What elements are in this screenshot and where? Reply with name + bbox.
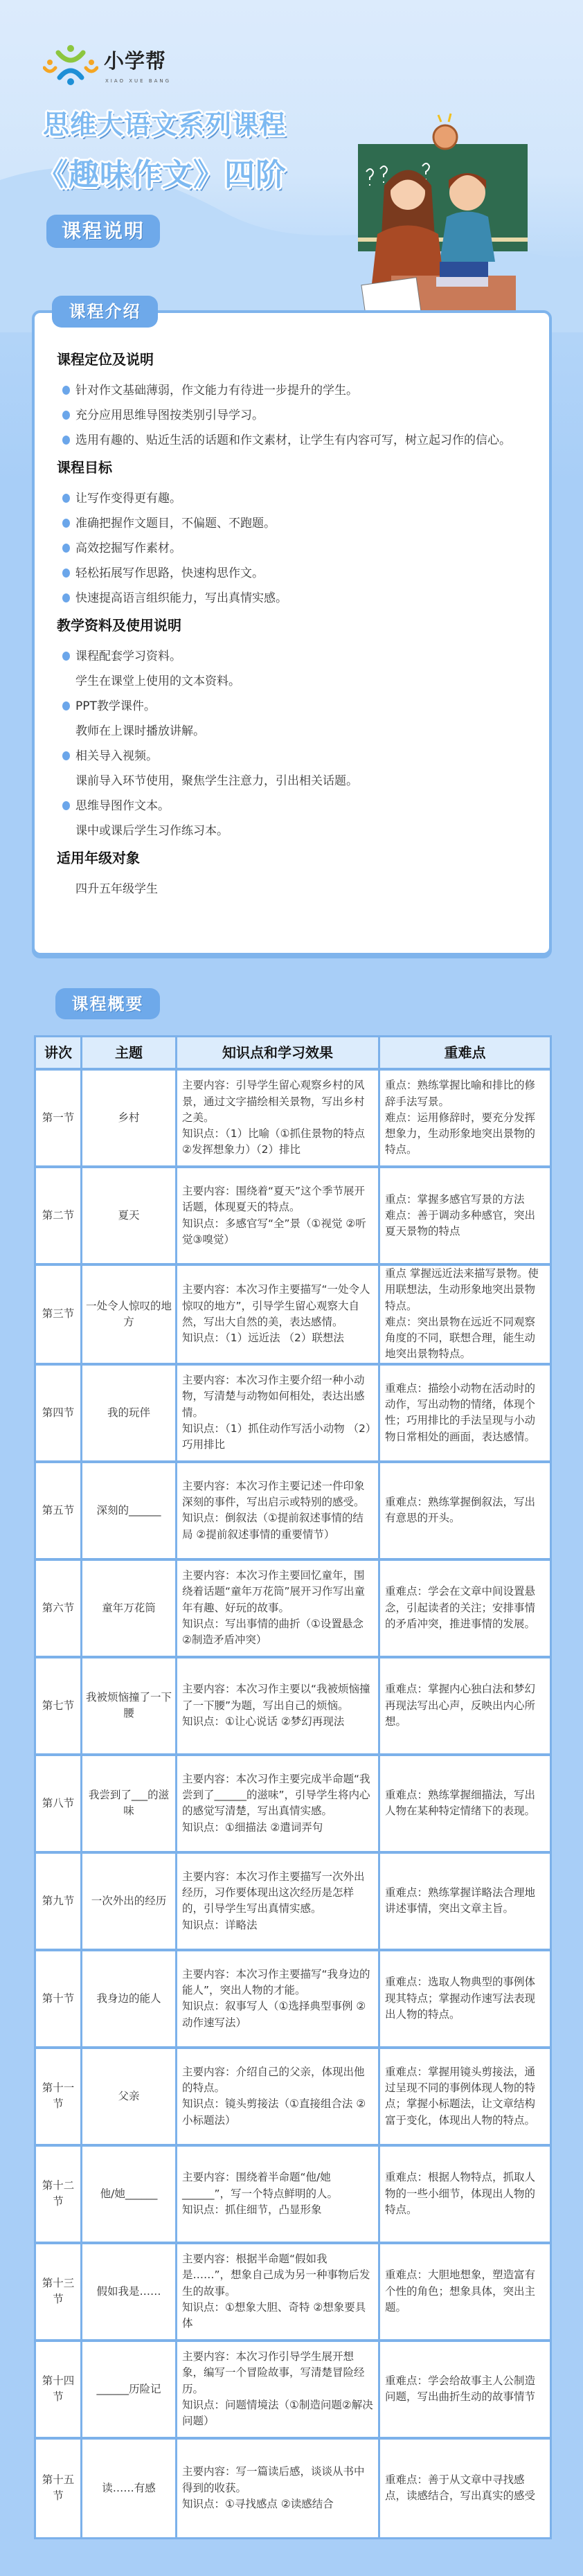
knowledge-cell-line: 知识点：①细描法 ②遣词弄句 <box>182 1821 323 1834</box>
topic-cell <box>82 1561 177 1658</box>
table-row <box>36 1266 550 1366</box>
session-cell-line: 第十节 <box>42 1992 75 2005</box>
topic-cell <box>82 1168 177 1266</box>
knowledge-cell-line: 知识点：①寻找感点 ②读感结合 <box>182 2497 334 2510</box>
brand-pinyin: XIAO XUE BANG <box>105 78 172 84</box>
key-points-cell-line: 重点：熟练掌握比喻和排比的修辞手法写景。 <box>385 1079 536 1108</box>
knowledge-cell-line: 知识点：倒叙法（①提前叙述事情的结局 ②提前叙述事情的重要情节） <box>182 1512 364 1541</box>
session-cell <box>36 2049 82 2147</box>
key-points-cell-line: 难点：突出景物在远近不同观察角度的不同，联想合理，能生动地突出景物特点。 <box>385 1315 536 1361</box>
key-points-cell-line: 重难点：熟练掌握细描法，写出人物在某种特定情绪下的表现。 <box>385 1788 536 1818</box>
knowledge-cell <box>177 1756 380 1854</box>
knowledge-cell-line: 主要内容：引导学生留心观察乡村的风景，通过文字描绘相关景物，写出乡村之美。 <box>182 1079 365 1124</box>
session-cell <box>36 1951 82 2049</box>
key-points-cell <box>380 1561 550 1658</box>
table-row <box>36 1071 550 1168</box>
list-item-text: PPT教学课件。 <box>75 699 156 713</box>
list-item-text: 选用有趣的、贴近生活的话题和作文素材，让学生有内容可写，树立起习作的信心。 <box>75 433 511 447</box>
knowledge-cell <box>177 1071 380 1168</box>
key-points-cell <box>380 2049 550 2147</box>
bullet-dot-icon <box>62 519 70 528</box>
list-item-text: 让写作变得更有趣。 <box>75 492 181 506</box>
key-points-cell-line: 重点：掌握多感官写景的方法 <box>385 1192 525 1206</box>
table-row <box>36 2049 550 2147</box>
topic-cell-line: 我被烦恼撞了一下腰 <box>85 1690 172 1720</box>
session-cell-line: 第二节 <box>42 1208 75 1222</box>
topic-cell-line: 夏天 <box>118 1208 140 1222</box>
brand-logo <box>43 44 98 86</box>
key-points-cell <box>380 1951 550 2049</box>
session-cell <box>36 1266 82 1366</box>
topic-cell-line: 假如我是…… <box>96 2284 161 2298</box>
bullet-dot-icon <box>62 544 70 553</box>
knowledge-cell <box>177 2244 380 2342</box>
knowledge-cell-line: 知识点：（1）远近法 （2）联想法 <box>182 1332 344 1345</box>
table-row <box>36 1951 550 2049</box>
key-points-cell <box>380 2244 550 2342</box>
course-overview-label: 课程概要 <box>55 988 160 1019</box>
key-points-cell <box>380 1266 550 1366</box>
list-item-text: 充分应用思维导图按类别引导学习。 <box>75 409 264 422</box>
list-item <box>57 536 528 561</box>
list-item <box>57 486 528 511</box>
key-points-cell-line: 重难点：描绘小动物在活动时的动作，写出动物的情绪，体现个性；巧用排比的手法呈现与小动物日常相处的画面，表达感情。 <box>385 1381 536 1443</box>
key-points-cell-line: 重难点：善于从文章中寻找感点，读感结合，写出真实的感受 <box>385 2473 536 2503</box>
knowledge-cell <box>177 1854 380 1951</box>
table-row <box>36 2440 550 2537</box>
course-intro-label: 课程介绍 <box>52 296 158 328</box>
session-cell <box>36 1756 82 1854</box>
bullet-dot-icon <box>62 569 70 578</box>
table-row <box>36 1366 550 1463</box>
topic-cell <box>82 1951 177 2049</box>
key-points-cell <box>380 1463 550 1561</box>
knowledge-cell-line: 主要内容：写一篇读后感，谈谈从书中得到的收获。 <box>182 2465 365 2494</box>
session-cell <box>36 1071 82 1168</box>
list-item-text: 准确把握作文题目，不偏题、不跑题。 <box>75 517 276 530</box>
session-cell-line: 第三节 <box>42 1307 75 1321</box>
header-topic: 主题 <box>82 1037 177 1071</box>
session-cell-line: 第七节 <box>42 1699 75 1712</box>
knowledge-cell-line: 主要内容：本次习作主要回忆童年，围绕着话题“童年万花筒”展开习作写出童年有趣、好玩的故事。 <box>182 1569 366 1614</box>
list-item <box>57 794 528 819</box>
knowledge-cell-line: 知识点：问题情境法（①制造问题②解决问题） <box>182 2398 373 2428</box>
knowledge-cell-line: 知识点：（1）抓住动作写活小动物 （2）巧用排比 <box>182 1422 371 1451</box>
knowledge-cell-line: 主要内容：本次习作主要完成半命题“我尝到了______的滋味”，引导学生将内心的感觉写清楚，写出真情实感。 <box>182 1772 370 1818</box>
list-item-text: 快速提高语言组织能力，写出真情实感。 <box>75 591 287 605</box>
bullet-dot-icon <box>62 411 70 420</box>
session-cell <box>36 1658 82 1756</box>
classroom-illustration <box>350 102 537 324</box>
key-points-cell <box>380 1366 550 1463</box>
topic-cell <box>82 1071 177 1168</box>
topic-cell-line: 乡村 <box>118 1111 140 1124</box>
session-cell <box>36 2342 82 2440</box>
table-row <box>36 2147 550 2244</box>
topic-cell <box>82 2049 177 2147</box>
key-points-cell-line: 重难点：选取人物典型的事例体现其特点；掌握动作速写法表现出人物的特点。 <box>385 1976 536 2021</box>
knowledge-cell-line: 知识点：多感官写“全”景（①视觉 ②听觉③嗅觉） <box>182 1217 366 1246</box>
list-item-text: 课程配套学习资料。 <box>75 650 181 663</box>
knowledge-cell <box>177 2342 380 2440</box>
topic-cell-line: 我尝到了___的滋味 <box>88 1788 170 1818</box>
section-heading: 课程定位及说明 <box>57 351 154 368</box>
session-cell <box>36 1463 82 1561</box>
bullet-dot-icon <box>62 593 70 602</box>
table-row <box>36 1756 550 1854</box>
key-points-cell-line: 难点：善于调动多种感官，突出夏天景物的特点 <box>385 1208 536 1238</box>
session-cell-line: 第六节 <box>42 1601 75 1614</box>
session-cell-line: 第十二节 <box>42 2179 75 2208</box>
key-points-cell-line: 重难点：熟练掌握倒叙法，写出有意思的开头。 <box>385 1495 536 1525</box>
knowledge-cell <box>177 1168 380 1266</box>
table-row <box>36 1854 550 1951</box>
list-item <box>57 428 528 453</box>
knowledge-cell-line: 知识点：镜头剪接法（①直接组合法 ②小标题法） <box>182 2098 366 2127</box>
topic-cell-line: 一次外出的经历 <box>91 1894 167 1907</box>
session-cell <box>36 2147 82 2244</box>
key-points-cell-line: 重难点：学会给故事主人公制造问题，写出曲折生动的故事情节 <box>385 2374 536 2404</box>
topic-cell <box>82 1266 177 1366</box>
topic-cell-line: 童年万花筒 <box>102 1601 156 1614</box>
table-row <box>36 2342 550 2440</box>
knowledge-cell-line: 知识点：写出事情的曲折（①设置悬念 ②制造矛盾冲突） <box>182 1617 364 1647</box>
key-points-cell-line: 难点：运用修辞时，要充分发挥想象力，生动形象地突出景物的特点。 <box>385 1111 536 1156</box>
bullet-dot-icon <box>62 386 70 395</box>
topic-cell <box>82 2147 177 2244</box>
knowledge-cell-line: 主要内容：围绕着“夏天”这个季节展开话题，体现夏天的特点。 <box>182 1184 366 1214</box>
list-item <box>57 511 528 536</box>
topic-cell <box>82 1366 177 1463</box>
list-item-description: 课前导入环节使用，聚焦学生注意力，引出相关话题。 <box>75 774 358 788</box>
list-item <box>57 378 528 403</box>
list-item <box>57 694 528 719</box>
topic-cell <box>82 1854 177 1951</box>
topic-cell-line: 父亲 <box>118 2089 140 2102</box>
bullet-dot-icon <box>62 751 70 760</box>
knowledge-cell-line: 主要内容：围绕着半命题“他/她______”，写一个特点鲜明的人。 <box>182 2171 339 2200</box>
knowledge-cell-line: 知识点：抓住细节，凸显形象 <box>182 2203 322 2216</box>
table-row <box>36 1658 550 1756</box>
key-points-cell <box>380 2342 550 2440</box>
key-points-cell <box>380 1168 550 1266</box>
list-item-text: 高效挖掘写作素材。 <box>75 542 181 555</box>
key-points-cell-line: 重难点：掌握用镜头剪接法，通过呈现不同的事例体现人物的特点；掌握小标题法，让文章结构富于变化，体现出人物的特点。 <box>385 2065 536 2127</box>
knowledge-cell <box>177 2147 380 2244</box>
topic-cell-line: 深刻的______ <box>96 1503 161 1517</box>
knowledge-cell-line: 主要内容：本次习作主要描写一次外出经历，习作要体现出这次经历是怎样的，引导学生写出真情实感。 <box>182 1870 365 1915</box>
key-points-cell-line: 重难点：掌握内心独白法和梦幻再现法写出心声，反映出内心所想。 <box>385 1683 536 1728</box>
key-points-cell-line: 重难点：熟练掌握详略法合理地讲述事情，突出文章主旨。 <box>385 1886 536 1915</box>
key-points-cell-line: 重难点：学会在文章中间设置悬念，引起读者的关注；安排事情的矛盾冲突，推进事情的发展。 <box>385 1585 536 1630</box>
knowledge-cell <box>177 1366 380 1463</box>
knowledge-cell-line: 主要内容：本次习作主要以“我被烦恼撞了一下腰”为题，写出自己的烦恼。 <box>182 1683 370 1712</box>
knowledge-cell <box>177 2049 380 2147</box>
knowledge-cell <box>177 1658 380 1756</box>
table-row <box>36 2244 550 2342</box>
bullet-dot-icon <box>62 801 70 810</box>
topic-cell <box>82 2342 177 2440</box>
key-points-cell-line: 重难点：大胆地想象，塑造富有个性的角色；想象具体，突出主题。 <box>385 2269 536 2314</box>
session-cell <box>36 2440 82 2537</box>
list-item <box>57 403 528 428</box>
list-item-description: 教师在上课时播放讲解。 <box>75 724 205 738</box>
series-title: 思维大语文系列课程 <box>43 109 287 140</box>
session-cell-line: 第五节 <box>42 1503 75 1517</box>
list-item-description: 课中或课后学生习作练习本。 <box>75 824 228 838</box>
key-points-cell <box>380 1756 550 1854</box>
topic-cell <box>82 1756 177 1854</box>
table-header-row <box>36 1037 550 1071</box>
topic-cell-line: 读……有感 <box>102 2481 156 2494</box>
knowledge-cell-line: 主要内容：介绍自己的父亲，体现出他的特点。 <box>182 2065 365 2094</box>
topic-cell <box>82 1463 177 1561</box>
list-item <box>57 644 528 669</box>
knowledge-cell-line: 知识点：叙事写人（①选择典型事例 ②动作速写法） <box>182 2000 366 2029</box>
topic-cell-line: 一处令人惊叹的地方 <box>85 1299 172 1328</box>
session-cell-line: 第九节 <box>42 1894 75 1907</box>
session-cell <box>36 2244 82 2342</box>
knowledge-cell-line: 主要内容：本次习作主要描写“一处令人惊叹的地方”，引导学生留心观察大自然，写出大自然的美，表达感情。 <box>182 1283 370 1328</box>
key-points-cell <box>380 1854 550 1951</box>
knowledge-cell-line: 主要内容：根据半命题“假如我是……”，想象自己成为另一种事物后发生的故事。 <box>182 2253 370 2298</box>
topic-cell <box>82 2440 177 2537</box>
table-row <box>36 1168 550 1266</box>
table-row <box>36 1463 550 1561</box>
knowledge-cell <box>177 1266 380 1366</box>
list-item <box>57 561 528 586</box>
session-cell <box>36 1561 82 1658</box>
header-knowledge: 知识点和学习效果 <box>177 1037 380 1071</box>
session-cell-line: 第十一节 <box>42 2081 75 2111</box>
list-item-text: 轻松拓展写作思路，快速构思作文。 <box>75 566 264 580</box>
knowledge-cell <box>177 2440 380 2537</box>
bullet-dot-icon <box>62 436 70 445</box>
key-points-cell <box>380 1071 550 1168</box>
topic-cell-line: 我身边的能人 <box>96 1992 161 2005</box>
header-session: 讲次 <box>36 1037 82 1071</box>
list-item-text: 思维导图作文本。 <box>75 799 170 813</box>
knowledge-cell-line: 知识点：详略法 <box>182 1918 258 1931</box>
key-points-cell-line: 重点 掌握远近法来描写景物。使用联想法，生动形象地突出景物特点。 <box>385 1267 539 1312</box>
section-heading: 适用年级对象 <box>57 850 140 866</box>
session-cell-line: 第十三节 <box>42 2276 75 2306</box>
key-points-cell-line: 重难点：根据人物特点，抓取人物的一些小细节，体现出人物的特点。 <box>385 2171 536 2216</box>
grade-target-text: 四升五年级学生 <box>75 882 158 896</box>
topic-cell-line: ______历险记 <box>96 2382 161 2395</box>
session-cell-line: 第十四节 <box>42 2374 75 2404</box>
topic-cell-line: 他/她______ <box>100 2187 158 2200</box>
list-item-description: 学生在课堂上使用的文本资料。 <box>75 674 240 688</box>
list-item <box>57 586 528 611</box>
topic-cell-line: 我的玩伴 <box>107 1406 150 1419</box>
knowledge-cell-line: 知识点：（1）比喻（①抓住景物的特点 ②发挥想象力）（2）排比 <box>182 1127 366 1156</box>
key-points-cell <box>380 1658 550 1756</box>
session-cell-line: 第八节 <box>42 1796 75 1809</box>
brand-name: 小学帮 <box>104 49 167 73</box>
header-key-points: 重难点 <box>380 1037 550 1071</box>
knowledge-cell-line: 主要内容：本次习作主要描写“我身边的能人”，突出人物的才能。 <box>182 1967 370 1996</box>
course-overview-table <box>34 1035 552 2539</box>
knowledge-cell-line: 知识点：①让心说话 ②梦幻再现法 <box>182 1715 345 1728</box>
course-title: 《趣味作文》四阶 <box>37 157 287 193</box>
course-intro-panel <box>32 310 552 956</box>
section-heading: 教学资料及使用说明 <box>57 617 181 634</box>
knowledge-cell-line: 主要内容：本次习作主要记述一件印象深刻的事件，写出启示或特别的感受。 <box>182 1479 365 1508</box>
knowledge-cell-line: 主要内容：本次习作引导学生展开想象，编写一个冒险故事，写清楚冒险经历。 <box>182 2350 365 2395</box>
session-cell-line: 第四节 <box>42 1406 75 1419</box>
knowledge-cell <box>177 1561 380 1658</box>
session-cell <box>36 1168 82 1266</box>
bullet-dot-icon <box>62 494 70 503</box>
bullet-dot-icon <box>62 652 70 661</box>
knowledge-cell <box>177 1951 380 2049</box>
list-item-text: 针对作文基础薄弱，作文能力有待进一步提升的学生。 <box>75 384 358 397</box>
session-cell <box>36 1366 82 1463</box>
knowledge-cell <box>177 1463 380 1561</box>
list-item <box>57 744 528 769</box>
section-heading: 课程目标 <box>57 459 112 476</box>
session-cell <box>36 1854 82 1951</box>
list-item-text: 相关导入视频。 <box>75 749 158 763</box>
topic-cell <box>82 2244 177 2342</box>
topic-cell <box>82 1658 177 1756</box>
key-points-cell <box>380 2147 550 2244</box>
knowledge-cell-line: 主要内容：本次习作主要介绍一种小动物，写清楚与动物如何相处，表达出感情。 <box>182 1374 365 1419</box>
knowledge-cell-line: 知识点：①想象大胆、奇特 ②想象要具体 <box>182 2300 366 2330</box>
session-cell-line: 第十五节 <box>42 2473 75 2503</box>
bullet-dot-icon <box>62 701 70 710</box>
session-cell-line: 第一节 <box>42 1111 75 1124</box>
table-row <box>36 1561 550 1658</box>
key-points-cell <box>380 2440 550 2537</box>
course-explain-label: 课程说明 <box>46 215 160 248</box>
